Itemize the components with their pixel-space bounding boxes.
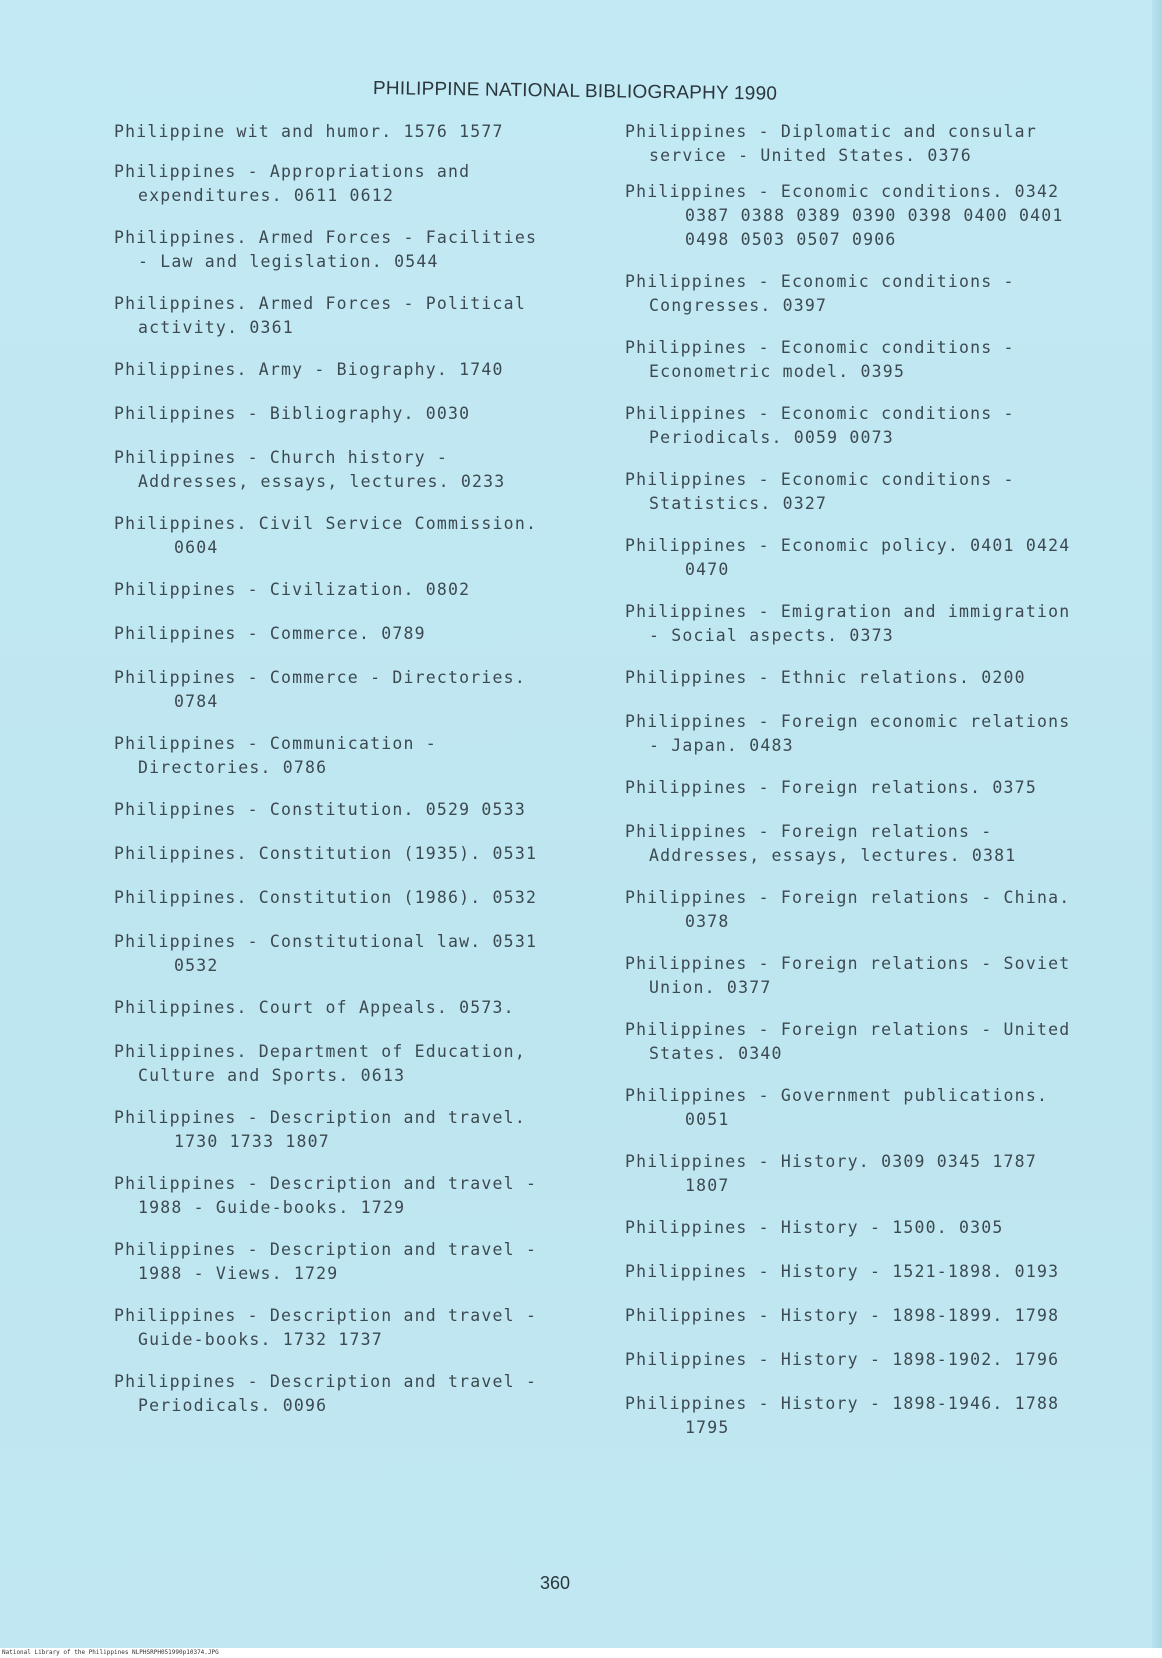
entry-heading: Philippines. Armed Forces - Facilities [114,228,538,247]
index-entry [625,666,1026,690]
index-entry [625,468,1015,516]
index-entry [625,1260,1059,1284]
entry-continuation: Econometric model. 0395 [649,362,906,381]
entry-continuation: Union. 0377 [649,978,772,997]
index-entry [114,446,505,494]
entry-heading: Philippines - History - 1500. 0305 [625,1218,1004,1237]
entry-heading: Philippines - Constitution. 0529 0533 [114,800,526,819]
entry-continuation: 0051 [685,1110,730,1129]
index-entry [625,952,1070,1000]
entry-heading: Philippines - History - 1898-1902. 1796 [625,1350,1060,1369]
index-entry [625,1150,1037,1198]
entry-continuation: 0604 [174,538,219,557]
index-entry [114,732,437,780]
entry-heading: Philippines - Constitutional law. 0531 [114,932,538,951]
index-entry [114,358,504,382]
index-entry [625,402,1015,450]
index-entry [114,996,515,1020]
index-entry [625,1304,1059,1328]
entry-heading: Philippines - Foreign economic relations [625,712,1071,731]
entry-continuation: Addresses, essays, lectures. 0233 [138,472,506,491]
index-entry [625,820,1016,868]
index-entry [625,1018,1070,1066]
index-entry [114,1304,537,1352]
entry-heading: Philippines - Description and travel - [114,1240,538,1259]
entry-heading: Philippines - Foreign relations - United [625,1020,1071,1039]
entry-continuation: 0784 [174,692,219,711]
entry-continuation: service - United States. 0376 [649,146,972,165]
entry-heading: Philippines - History - 1521-1898. 0193 [625,1262,1060,1281]
entry-heading: Philippine wit and humor. 1576 1577 [114,122,504,141]
entry-continuation: - Japan. 0483 [649,736,794,755]
index-entry [625,1348,1059,1372]
index-entry [114,226,537,274]
entry-heading: Philippines - Communication - [114,734,437,753]
entry-heading: Philippines - Description and travel. [114,1108,526,1127]
entry-heading: Philippines - Economic conditions - [625,338,1015,357]
index-entry [625,776,1037,800]
index-entry [625,180,1064,252]
entry-heading: Philippines. Department of Education, [114,1042,526,1061]
index-entry [625,886,1070,934]
entry-heading: Philippines - Commerce - Directories. [114,668,526,687]
entry-heading: Philippines - Government publications. [625,1086,1049,1105]
index-entry [114,1172,537,1220]
index-entry [625,1216,1004,1240]
entry-heading: Philippines - Appropriations and [114,162,471,181]
entry-continuation: 0378 [685,912,730,931]
entry-continuation: Directories. 0786 [138,758,328,777]
entry-heading: Philippines. Constitution (1935). 0531 [114,844,538,863]
entry-heading: Philippines - Economic policy. 0401 0424 [625,536,1071,555]
index-entry [114,512,537,560]
entry-heading: Philippines. Army - Biography. 1740 [114,360,504,379]
entry-continuation: expenditures. 0611 0612 [138,186,395,205]
index-entry [114,120,504,144]
index-entry [625,600,1070,648]
index-entry [114,622,426,646]
index-entry [114,930,537,978]
entry-continuation: Culture and Sports. 0613 [138,1066,406,1085]
index-entry [625,710,1070,758]
entry-continuation: Periodicals. 0059 0073 [649,428,894,447]
page-edge-shadow [1152,0,1162,1658]
entry-continuation: 0498 0503 0507 0906 [685,230,897,249]
index-entry [114,666,526,714]
index-entry [114,292,526,340]
index-entry [114,1238,537,1286]
entry-heading: Philippines - History. 0309 0345 1787 [625,1152,1037,1171]
footer-credit: National Library of the Philippines NLPHSRPH051990p10374.JPG [2,1649,219,1656]
index-entry [625,534,1070,582]
entry-heading: Philippines - Bibliography. 0030 [114,404,471,423]
entry-heading: Philippines - Description and travel - [114,1174,538,1193]
entry-continuation: 1988 - Views. 1729 [138,1264,339,1283]
entry-heading: Philippines - Civilization. 0802 [114,580,471,599]
entry-heading: Philippines - Description and travel - [114,1306,538,1325]
index-entry [625,1392,1059,1440]
entry-continuation: 0532 [174,956,219,975]
index-entry [114,160,470,208]
index-entry [625,120,1037,168]
entry-continuation: Congresses. 0397 [649,296,828,315]
entry-heading: Philippines - Foreign relations. 0375 [625,778,1037,797]
entry-heading: Philippines. Armed Forces - Political [114,294,526,313]
entry-continuation: Periodicals. 0096 [138,1396,328,1415]
entry-continuation: Guide-books. 1732 1737 [138,1330,383,1349]
entry-heading: Philippines - Description and travel - [114,1372,538,1391]
entry-continuation: 1807 [685,1176,730,1195]
entry-heading: Philippines - Commerce. 0789 [114,624,426,643]
index-entry [625,1084,1048,1132]
entry-heading: Philippines - Diplomatic and consular [625,122,1037,141]
entry-continuation: activity. 0361 [138,318,294,337]
entry-heading: Philippines - Emigration and immigration [625,602,1071,621]
entry-heading: Philippines. Civil Service Commission. [114,514,538,533]
entry-continuation: Statistics. 0327 [649,494,828,513]
entry-continuation: - Social aspects. 0373 [649,626,894,645]
index-entry [114,1106,526,1154]
entry-heading: Philippines - History - 1898-1946. 1788 [625,1394,1060,1413]
entry-heading: Philippines - Foreign relations - [625,822,993,841]
entry-continuation: Addresses, essays, lectures. 0381 [649,846,1017,865]
page-number: 360 [540,1573,571,1593]
index-entry [625,270,1015,318]
entry-heading: Philippines - History - 1898-1899. 1798 [625,1306,1060,1325]
entry-heading: Philippines - Economic conditions - [625,272,1015,291]
entry-continuation: 1730 1733 1807 [174,1132,330,1151]
index-entry [114,1040,526,1088]
index-entry [114,578,470,602]
index-entry [114,798,526,822]
entry-continuation: 0470 [685,560,730,579]
page-header: PHILIPPINE NATIONAL BIBLIOGRAPHY 1990 [372,78,778,105]
entry-heading: Philippines - Church history - [114,448,449,467]
index-entry [114,402,470,426]
index-entry [114,1370,537,1418]
index-entry [114,886,537,910]
entry-heading: Philippines - Foreign relations - Soviet [625,954,1071,973]
index-entry [114,842,537,866]
entry-continuation: States. 0340 [649,1044,783,1063]
entry-heading: Philippines - Economic conditions - [625,404,1015,423]
entry-heading: Philippines - Foreign relations - China. [625,888,1071,907]
entry-continuation: 1795 [685,1418,730,1437]
entry-heading: Philippines - Economic conditions - [625,470,1015,489]
entry-heading: Philippines - Ethnic relations. 0200 [625,668,1026,687]
entry-heading: Philippines. Court of Appeals. 0573. [114,998,515,1017]
entry-continuation: 1988 - Guide-books. 1729 [138,1198,406,1217]
index-entry [625,336,1015,384]
entry-heading: Philippines. Constitution (1986). 0532 [114,888,538,907]
entry-heading: Philippines - Economic conditions. 0342 [625,182,1060,201]
entry-continuation: 0387 0388 0389 0390 0398 0400 0401 [685,206,1064,225]
entry-continuation: - Law and legislation. 0544 [138,252,439,271]
